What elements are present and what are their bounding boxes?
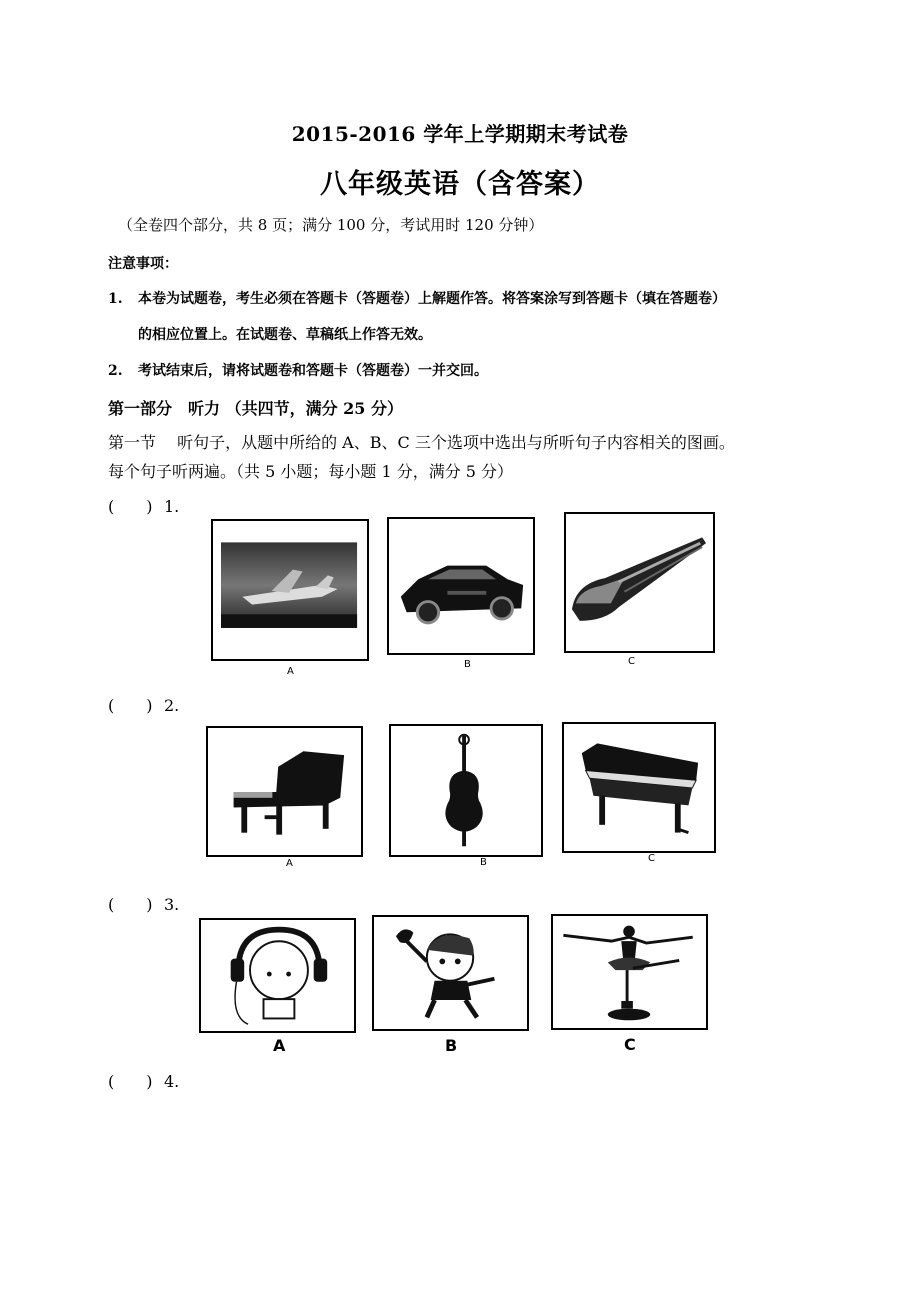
airplane-photo-icon[interactable] bbox=[211, 519, 369, 661]
note-item-1-continued: 的相应位置上。在试题卷、草稿纸上作答无效。 bbox=[138, 327, 432, 343]
notes-heading: 注意事项： bbox=[108, 256, 178, 272]
part-1-title: 第一部分 听力 （共四节，满分 25 分） bbox=[108, 399, 403, 418]
exam-subject-title: 八年级英语（含答案） bbox=[320, 169, 600, 200]
exam-title: 2015-2016 学年上学期期末考试卷 bbox=[291, 122, 629, 146]
note-text: 考试结束后，请将试题卷和答题卡（答题卷）一并交回。 bbox=[138, 363, 488, 379]
note-text: 本卷为试题卷，考生必须在答题卡（答题卷）上解题作答。将答案涂写到答题卡（填在答题卷） bbox=[138, 291, 726, 307]
option-c-label: C bbox=[624, 1035, 636, 1054]
option-c-label: C bbox=[648, 853, 655, 864]
cello-icon[interactable] bbox=[389, 724, 543, 857]
grand-piano-icon[interactable] bbox=[206, 726, 363, 857]
dancing-boy-icon[interactable] bbox=[372, 915, 529, 1031]
question-3 bbox=[108, 892, 179, 915]
option-b-label: B bbox=[445, 1036, 458, 1055]
note-number: 2. bbox=[108, 363, 123, 379]
question-number: 3. bbox=[164, 895, 180, 914]
note-item-1 bbox=[108, 288, 726, 308]
question-number: 1. bbox=[164, 497, 180, 516]
train-photo-icon[interactable] bbox=[564, 512, 715, 653]
option-a-label: A bbox=[273, 1036, 286, 1055]
ballerina-statue-icon[interactable] bbox=[551, 914, 708, 1030]
answer-blank[interactable]: ( ) bbox=[108, 497, 153, 516]
question-2 bbox=[108, 693, 179, 716]
headphones-kid-icon[interactable] bbox=[199, 918, 356, 1033]
note-item-2 bbox=[108, 360, 488, 380]
answer-blank[interactable]: ( ) bbox=[108, 1072, 153, 1091]
question-1 bbox=[108, 494, 179, 517]
question-4 bbox=[108, 1069, 179, 1092]
option-a-label: A bbox=[286, 858, 293, 869]
option-b-label: B bbox=[464, 659, 471, 670]
option-c-label: C bbox=[628, 656, 635, 667]
question-number: 2. bbox=[164, 696, 180, 715]
option-a-label: A bbox=[287, 666, 294, 677]
answer-blank[interactable]: ( ) bbox=[108, 696, 153, 715]
section-1-instructions-continued: 每个句子听两遍。（共 5 小题；每小题 1 分，满分 5 分） bbox=[108, 462, 514, 481]
note-number: 1. bbox=[108, 291, 123, 307]
answer-blank[interactable]: ( ) bbox=[108, 895, 153, 914]
keyboard-piano-icon[interactable] bbox=[562, 722, 716, 853]
option-b-label: B bbox=[480, 857, 487, 868]
question-number: 4. bbox=[164, 1072, 180, 1091]
car-photo-icon[interactable] bbox=[387, 517, 535, 655]
section-1-instructions: 第一节 听句子，从题中所给的 A、B、C 三个选项中选出与所听句子内容相关的图画。 bbox=[108, 433, 735, 452]
exam-info: （全卷四个部分，共 8 页；满分 100 分，考试用时 120 分钟） bbox=[118, 216, 544, 234]
